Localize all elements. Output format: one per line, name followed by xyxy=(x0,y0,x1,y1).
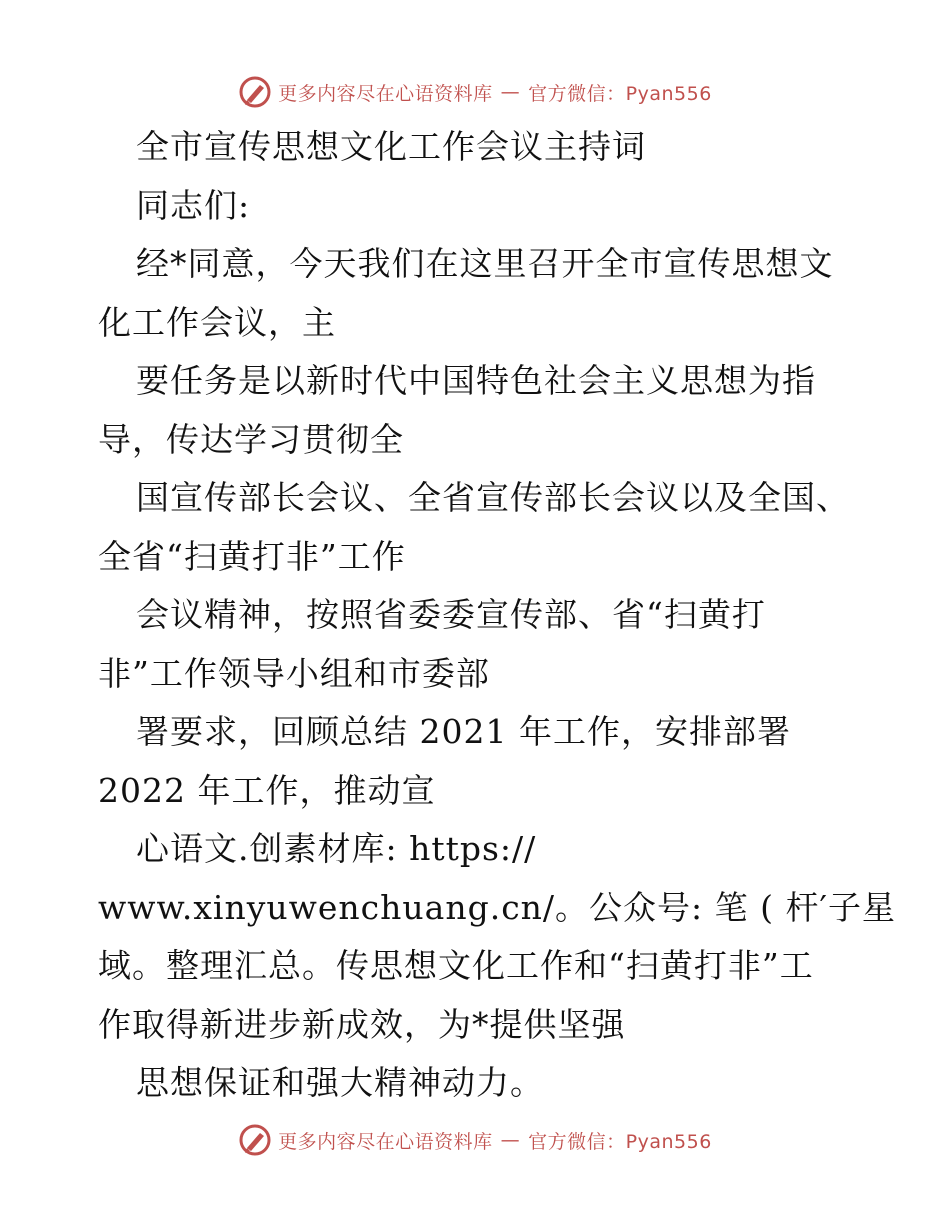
pen-logo-icon xyxy=(238,1123,272,1157)
paragraph-line: 非”工作领导小组和市委部 xyxy=(98,653,490,693)
pen-logo-icon xyxy=(238,75,272,109)
paragraph-line: 2022 年工作，推动宣 xyxy=(98,770,436,810)
document-body xyxy=(98,118,896,1113)
paragraph-line: 署要求，回顾总结 2021 年工作，安排部署 xyxy=(136,712,791,751)
watermark-separator: — xyxy=(500,1129,521,1151)
paragraph-line: 全省“扫黄打非”工作 xyxy=(98,536,406,576)
paragraph-line: 国宣传部长会议、全省宣传部长会议以及全国、 xyxy=(136,478,850,517)
paragraph-line: 要任务是以新时代中国特色社会主义思想为指 xyxy=(136,361,816,400)
watermark-text: 更多内容尽在心语资料库 xyxy=(278,1130,493,1153)
paragraph-line: 作取得新进步新成效，为*提供坚强 xyxy=(98,1004,626,1044)
paragraph-line: 思想保证和强大精神动力。 xyxy=(136,1063,544,1102)
watermark-separator: — xyxy=(500,81,521,103)
watermark-header xyxy=(0,72,950,112)
watermark-footer xyxy=(0,1120,950,1160)
paragraph-line: 导，传达学习贯彻全 xyxy=(98,419,404,459)
watermark-contact: 官方微信：Pyan556 xyxy=(528,1130,712,1153)
watermark-contact: 官方微信：Pyan556 xyxy=(528,82,712,105)
salutation: 同志们: xyxy=(136,185,251,225)
document-title: 全市宣传思想文化工作会议主持词 xyxy=(136,127,646,166)
watermark-text: 更多内容尽在心语资料库 xyxy=(278,82,493,105)
paragraph-line: 经*同意，今天我们在这里召开全市宣传思想文 xyxy=(136,244,834,283)
paragraph-line: 域。整理汇总。传思想文化工作和“扫黄打非”工 xyxy=(98,946,814,985)
paragraph-line: 化工作会议，主 xyxy=(98,302,336,342)
paragraph-line: www.xinyuwenchuang.cn/。公众号: 笔 ( 杆′子星 xyxy=(98,887,896,927)
paragraph-line: 心语文.创素材库: https:// xyxy=(136,829,537,868)
paragraph-line: 会议精神，按照省委委宣传部、省“扫黄打 xyxy=(136,595,766,634)
